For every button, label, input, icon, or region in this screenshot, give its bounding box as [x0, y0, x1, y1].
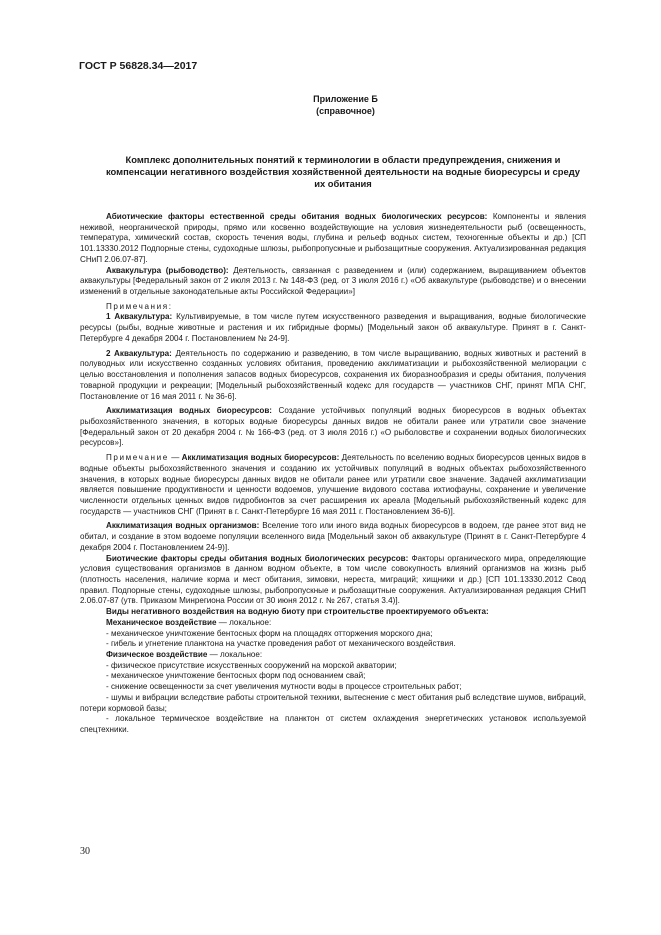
page-number: 30	[80, 846, 90, 857]
paragraph	[80, 554, 586, 608]
definition: Культивируемые, в том числе путем искусственного разведения и выращивания, водные биологические ресурсы (рыбы, водные животные и растения и их гибридные формы) [Модельный закон об аквакультуре. Принят в г. Санкт-Петербурге 4 декабря 2004 г. Постановлением № 24-9].	[80, 312, 586, 343]
definition: Деятельность по содержанию и разведению, в том числе выращиванию, водных животных и растений в полуводных или искусственно созданных условиях обитания, проведению акклиматизации и рыбохозяйственной мелиорации с целью восстановления и пополнения запасов водных биоресурсов, сохранения их биоразнообразия и среды обитания, получения товарной продукции и рекреации; [Модельный рыбохозяйственный кодекс для государств — участников СНГ, принят МПА СНГ, Постановление от 16 мая 2011 г. № 36-6].	[80, 348, 586, 401]
note-label: Примечание	[106, 453, 169, 463]
definition: Факторы органического мира, определяющие условия существования организмов в данном водном объекте, в том числе совокупность влияний организмов на жизнь рыб (плотность населения, наличие корма и мест обитания, зимовки, нереста, миграций; хищники и др.) [СП 101.13330.2012 Свод правил. Подпорные стены, судоходные шлюзы, рыбопропускные и рыбозащитные сооружения. Актуализированная редакция СНиП 2.06.07-87 (утв. Приказом Минрегиона России от 30 июня 2012 г. № 267, статья 3.4)].	[80, 553, 586, 606]
definition: Создание устойчивых популяций водных биоресурсов в водных объектах рыбохозяйственного значения, в которых водные биоресурсы данных видов не обитали ранее или утратили свое значение [Федеральный закон от 20 декабря 2004 г. № 166-ФЗ (ред. от 3 июля 2016 г.) «О рыболовстве и сохранении водных биологических ресурсов»].	[80, 406, 587, 448]
list-item: - снижение освещенности за счет увеличения мутности воды в процессе строительных работ;	[106, 682, 462, 692]
term: Физическое воздействие	[106, 650, 208, 660]
term: Акклиматизация водных биоресурсов:	[181, 453, 340, 463]
section-title: Комплекс дополнительных понятий к терминологии в области предупреждения, снижения и компенсации негативного воздействия хозяйственной деятельности на водные биоресурсы и среду их обитания	[105, 154, 580, 190]
annex-kind: (справочное)	[316, 106, 375, 116]
definition: Вселение того или иного вида водных биоресурсов в водоем, где ранее этот вид не обитал, и создание в этом водоеме популяции вселенного вида [Модельный закон об аквакультуре (Принят в г. Санкт-Петербурге 4 декабря 2004 г. Постановлением 24-9)].	[80, 521, 586, 552]
annex-heading	[0, 93, 661, 117]
term: Акклиматизация водных организмов:	[106, 521, 260, 531]
list-item: - гибель и угнетение планктона на участке проведения работ от механического воздействия.	[106, 639, 456, 649]
term: Биотические факторы среды обитания водных биологических ресурсов:	[106, 553, 409, 563]
note-paragraph	[80, 312, 586, 344]
term: Виды негативного воздействия на водную биоту при строительстве проектируемого объекта:	[106, 607, 489, 617]
paragraph	[80, 521, 586, 553]
subheading: Механическое воздействие — локальное:	[106, 617, 272, 627]
term: Аквакультура (рыбоводство):	[106, 265, 229, 275]
paragraph	[80, 212, 586, 266]
list-item: - локальное термическое воздействие на планктон от систем охлаждения энергетических установок используемой спецтехники.	[80, 714, 586, 735]
paragraph	[80, 406, 586, 449]
term: Механическое воздействие	[106, 617, 217, 627]
list-item: - механическое уничтожение бентосных форм на площадях отторжения морского дна;	[106, 628, 433, 638]
note-paragraph: Примечание — Акклиматизация водных биоресурсов: Деятельность по вселению водных биоресурсов ценных видов в водные объекты рыбохозяйственного значения и созданию их устойчивых популяций в водных объектах рыбохозяйственного значения, в которых водные биоресурсы данных видов не обитали ранее или утратили свое значение. Задачей акклиматизации является повышение продуктивности и ценности водоемов, улучшение видового состава ихтиофауны, сохранение и увеличение численности отдельных ценных видов гидробионтов за счет расширения их ареала [Модельный рыбохозяйственный кодекс для государств — участников СНГ (Принят в г. Санкт-Петербурге 16 мая 2011 г. Постановлением 36-6)].	[80, 453, 587, 516]
term: 1 Аквакультура:	[106, 312, 173, 322]
document-header: ГОСТ Р 56828.34—2017	[79, 60, 198, 72]
term: Акклиматизация водных биоресурсов:	[106, 406, 272, 416]
note-paragraph	[80, 349, 586, 403]
list-item: - механическое уничтожение бентосных форм под основанием свай;	[106, 671, 366, 681]
document-body	[80, 212, 586, 736]
term: 2 Аквакультура:	[106, 348, 172, 358]
definition: Компоненты и явления неживой, неорганической природы, прямо или косвенно воздействующие на условия жизнедеятельности рыб (освещенность, температура, химический состав, скорость течения воды, глубина и рельеф водных систем, техногенные объекты и др.) [СП 101.13330.2012 Подпорные стены, судоходные шлюзы, рыбопропускные и рыбозащитные сооружения. Актуализированная редакция СНиП 2.06.07-87].	[80, 212, 586, 264]
definition: Деятельность, связанная с разведением и (или) содержанием, выращиванием объектов аквакультуры [Федеральный закон от 2 июля 2013 г. № 148-ФЗ (ред. от 3 июля 2016 г.) «Об аквакультуре (рыбоводстве) и о внесении изменений в отдельные законодательные акты Российской Федерации»]	[80, 265, 586, 297]
list-item: - физическое присутствие искусственных сооружений на морской акватории;	[106, 660, 397, 670]
list-item: - шумы и вибрации вследствие работы строительной техники, вытеснение с мест обитания рыб вследствие шумов, вибраций, потери кормовой базы;	[80, 692, 586, 713]
term: Абиотические факторы естественной среды обитания водных биологических ресурсов:	[106, 212, 488, 221]
subheading: Физическое воздействие — локальное:	[106, 650, 263, 660]
notes-heading: Примечания:	[106, 301, 173, 311]
paragraph	[80, 266, 586, 298]
definition: Деятельность по вселению водных биоресурсов ценных видов в водные объекты рыбохозяйственного значения и созданию их устойчивых популяций в водных объектах рыбохозяйственного значения, в которых водные биоресурсы данных видов не обитали ранее или утратили свое значение. Задачей акклиматизации является повышение продуктивности и ценности водоемов, улучшение видового состава ихтиофауны, сохранение и увеличение численности отдельных ценных видов гидробионтов за счет расширения их ареала [Модельный рыбохозяйственный кодекс для государств — участников СНГ (Принят в г. Санкт-Петербурге 16 мая 2011 г. Постановлением 36-6)].	[80, 453, 587, 516]
paragraph	[80, 607, 586, 618]
annex-title: Приложение Б	[313, 94, 378, 104]
